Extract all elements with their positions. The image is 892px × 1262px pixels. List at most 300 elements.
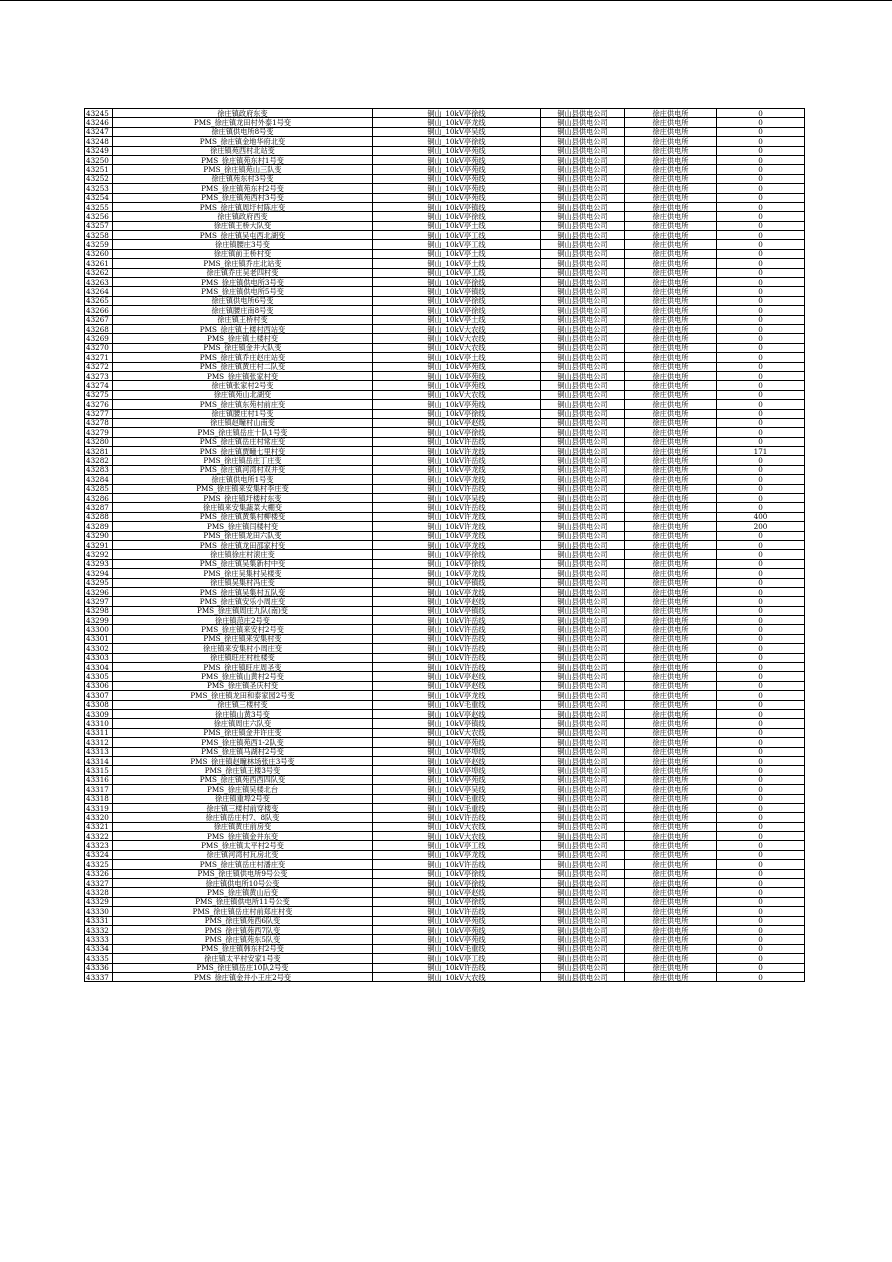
cell-id: 43247 xyxy=(85,127,113,136)
cell-company: 铜山县供电公司 xyxy=(541,540,625,549)
cell-value: 0 xyxy=(717,766,805,775)
cell-station: 徐庄供电所 xyxy=(625,550,717,559)
cell-device-name: PMS_徐庄镇吴集村五队变 xyxy=(113,587,373,596)
cell-line: 铜山_10kV亭苑线 xyxy=(373,916,541,925)
cell-company: 铜山县供电公司 xyxy=(541,155,625,164)
cell-value: 0 xyxy=(717,202,805,211)
table-row xyxy=(85,287,805,296)
cell-line: 铜山_10kV亭徐线 xyxy=(373,278,541,287)
cell-line: 铜山_10kV亭苑线 xyxy=(373,935,541,944)
cell-line: 铜山_10kV许岳线 xyxy=(373,644,541,653)
cell-line: 铜山_10kV亭工线 xyxy=(373,268,541,277)
cell-station: 徐庄供电所 xyxy=(625,240,717,249)
cell-line: 铜山_10kV亭吴线 xyxy=(373,785,541,794)
cell-station: 徐庄供电所 xyxy=(625,559,717,568)
cell-station: 徐庄供电所 xyxy=(625,597,717,606)
cell-station: 徐庄供电所 xyxy=(625,381,717,390)
cell-device-name: PMS_徐庄镇张家村变 xyxy=(113,371,373,380)
cell-station: 徐庄供电所 xyxy=(625,888,717,897)
cell-device-name: PMS_徐庄镇苑西7队变 xyxy=(113,925,373,934)
cell-line: 铜山_10kV许岳线 xyxy=(373,653,541,662)
cell-id: 43309 xyxy=(85,710,113,719)
cell-value: 0 xyxy=(717,916,805,925)
cell-id: 43281 xyxy=(85,447,113,456)
cell-value: 0 xyxy=(717,343,805,352)
cell-value: 0 xyxy=(717,738,805,747)
cell-device-name: 徐庄镇吴集村冯庄变 xyxy=(113,578,373,587)
cell-station: 徐庄供电所 xyxy=(625,850,717,859)
cell-line: 铜山_10kV毛重线 xyxy=(373,944,541,953)
cell-id: 43261 xyxy=(85,259,113,268)
cell-line: 铜山_10kV毛重线 xyxy=(373,700,541,709)
cell-company: 铜山县供电公司 xyxy=(541,954,625,963)
table-row xyxy=(85,278,805,287)
cell-id: 43271 xyxy=(85,353,113,362)
table-row xyxy=(85,606,805,615)
cell-id: 43299 xyxy=(85,616,113,625)
cell-company: 铜山县供电公司 xyxy=(541,428,625,437)
cell-line: 铜山_10kV亭苑线 xyxy=(373,165,541,174)
cell-company: 铜山县供电公司 xyxy=(541,925,625,934)
cell-station: 徐庄供电所 xyxy=(625,146,717,155)
cell-company: 铜山县供电公司 xyxy=(541,916,625,925)
cell-id: 43248 xyxy=(85,137,113,146)
cell-id: 43300 xyxy=(85,625,113,634)
cell-id: 43316 xyxy=(85,775,113,784)
cell-device-name: PMS_徐庄镇金井东变 xyxy=(113,832,373,841)
cell-line: 铜山_10kV亭徐线 xyxy=(373,296,541,305)
cell-line: 铜山_10kV许岳线 xyxy=(373,907,541,916)
cell-line: 铜山_10kV许岳线 xyxy=(373,503,541,512)
cell-device-name: PMS_徐庄镇苑西6队变 xyxy=(113,916,373,925)
cell-line: 铜山_10kV亭镇线 xyxy=(373,578,541,587)
cell-device-name: PMS_徐庄镇赵疃林场张庄3号变 xyxy=(113,756,373,765)
cell-device-name: 徐庄镇苑东村3号变 xyxy=(113,174,373,183)
table-row xyxy=(85,569,805,578)
table-row xyxy=(85,944,805,953)
cell-company: 铜山县供电公司 xyxy=(541,531,625,540)
cell-company: 铜山县供电公司 xyxy=(541,456,625,465)
cell-value: 0 xyxy=(717,249,805,258)
cell-value: 0 xyxy=(717,287,805,296)
cell-station: 徐庄供电所 xyxy=(625,184,717,193)
cell-line: 铜山_10kV亭龙线 xyxy=(373,587,541,596)
cell-company: 铜山县供电公司 xyxy=(541,494,625,503)
table-row xyxy=(85,362,805,371)
cell-line: 铜山_10kV许岳线 xyxy=(373,663,541,672)
cell-line: 铜山_10kV亭赵线 xyxy=(373,597,541,606)
cell-station: 徐庄供电所 xyxy=(625,954,717,963)
cell-id: 43322 xyxy=(85,832,113,841)
cell-station: 徐庄供电所 xyxy=(625,306,717,315)
cell-device-name: PMS_徐庄镇土楼村西站变 xyxy=(113,324,373,333)
cell-value: 0 xyxy=(717,663,805,672)
cell-id: 43298 xyxy=(85,606,113,615)
cell-id: 43312 xyxy=(85,738,113,747)
cell-company: 铜山县供电公司 xyxy=(541,240,625,249)
cell-id: 43329 xyxy=(85,897,113,906)
cell-station: 徐庄供电所 xyxy=(625,803,717,812)
cell-device-name: 徐庄镇三楼村变 xyxy=(113,700,373,709)
table-row xyxy=(85,869,805,878)
cell-value: 0 xyxy=(717,456,805,465)
cell-line: 铜山_10kV毛重线 xyxy=(373,803,541,812)
cell-station: 徐庄供电所 xyxy=(625,165,717,174)
cell-value: 400 xyxy=(717,512,805,521)
cell-value: 0 xyxy=(717,963,805,972)
table-row xyxy=(85,268,805,277)
cell-company: 铜山县供电公司 xyxy=(541,202,625,211)
cell-device-name: PMS_徐庄镇岳庄丁庄变 xyxy=(113,456,373,465)
cell-station: 徐庄供电所 xyxy=(625,879,717,888)
cell-device-name: PMS_徐庄镇金井许庄变 xyxy=(113,728,373,737)
cell-value: 0 xyxy=(717,259,805,268)
table-row xyxy=(85,174,805,183)
cell-company: 铜山县供电公司 xyxy=(541,700,625,709)
cell-id: 43266 xyxy=(85,306,113,315)
cell-line: 铜山_10kV大农线 xyxy=(373,324,541,333)
cell-line: 铜山_10kV亭龙线 xyxy=(373,850,541,859)
cell-company: 铜山县供电公司 xyxy=(541,475,625,484)
cell-id: 43332 xyxy=(85,925,113,934)
data-table xyxy=(84,108,805,982)
cell-station: 徐庄供电所 xyxy=(625,221,717,230)
cell-value: 0 xyxy=(717,925,805,934)
cell-company: 铜山县供电公司 xyxy=(541,775,625,784)
table-row xyxy=(85,587,805,596)
cell-line: 铜山_10kV亭龙线 xyxy=(373,465,541,474)
table-row xyxy=(85,540,805,549)
cell-value: 0 xyxy=(717,193,805,202)
cell-station: 徐庄供电所 xyxy=(625,841,717,850)
cell-line: 铜山_10kV亭苑线 xyxy=(373,362,541,371)
table-row xyxy=(85,578,805,587)
cell-station: 徐庄供电所 xyxy=(625,371,717,380)
cell-id: 43323 xyxy=(85,841,113,850)
cell-company: 铜山县供电公司 xyxy=(541,418,625,427)
cell-station: 徐庄供电所 xyxy=(625,362,717,371)
cell-id: 43328 xyxy=(85,888,113,897)
cell-line: 铜山_10kV亭镇线 xyxy=(373,606,541,615)
cell-station: 徐庄供电所 xyxy=(625,681,717,690)
cell-id: 43262 xyxy=(85,268,113,277)
cell-id: 43317 xyxy=(85,785,113,794)
cell-value: 0 xyxy=(717,165,805,174)
cell-id: 43252 xyxy=(85,174,113,183)
cell-id: 43307 xyxy=(85,691,113,700)
table-row xyxy=(85,212,805,221)
cell-device-name: 徐庄镇政府西变 xyxy=(113,212,373,221)
cell-value: 0 xyxy=(717,155,805,164)
cell-company: 铜山县供电公司 xyxy=(541,137,625,146)
cell-company: 铜山县供电公司 xyxy=(541,681,625,690)
cell-id: 43290 xyxy=(85,531,113,540)
cell-id: 43278 xyxy=(85,418,113,427)
cell-device-name: PMS_徐庄镇乔庄北站变 xyxy=(113,259,373,268)
cell-device-name: 徐庄镇重埠2号变 xyxy=(113,794,373,803)
cell-device-name: 徐庄镇太平村安家1号变 xyxy=(113,954,373,963)
cell-device-name: PMS_徐庄镇来安集村变 xyxy=(113,634,373,643)
cell-id: 43253 xyxy=(85,184,113,193)
cell-value: 0 xyxy=(717,625,805,634)
cell-company: 铜山县供电公司 xyxy=(541,184,625,193)
cell-station: 徐庄供电所 xyxy=(625,972,717,981)
cell-company: 铜山县供电公司 xyxy=(541,897,625,906)
cell-company: 铜山县供电公司 xyxy=(541,512,625,521)
cell-id: 43270 xyxy=(85,343,113,352)
table-row xyxy=(85,710,805,719)
cell-value: 0 xyxy=(717,324,805,333)
cell-line: 铜山_10kV亭徐线 xyxy=(373,306,541,315)
table-row xyxy=(85,681,805,690)
cell-company: 铜山县供电公司 xyxy=(541,231,625,240)
cell-id: 43268 xyxy=(85,324,113,333)
cell-id: 43283 xyxy=(85,465,113,474)
cell-line: 铜山_10kV亭工线 xyxy=(373,231,541,240)
table-row xyxy=(85,437,805,446)
table-row xyxy=(85,728,805,737)
cell-device-name: 徐庄镇政府东变 xyxy=(113,109,373,118)
cell-company: 铜山县供电公司 xyxy=(541,268,625,277)
cell-company: 铜山县供电公司 xyxy=(541,287,625,296)
table-row xyxy=(85,785,805,794)
cell-station: 徐庄供电所 xyxy=(625,738,717,747)
cell-company: 铜山县供电公司 xyxy=(541,578,625,587)
cell-device-name: 徐庄镇旺庄村杜楼变 xyxy=(113,653,373,662)
cell-company: 铜山县供电公司 xyxy=(541,766,625,775)
cell-value: 200 xyxy=(717,522,805,531)
cell-id: 43326 xyxy=(85,869,113,878)
cell-id: 43267 xyxy=(85,315,113,324)
table-row xyxy=(85,616,805,625)
cell-station: 徐庄供电所 xyxy=(625,268,717,277)
table-row xyxy=(85,418,805,427)
cell-line: 铜山_10kV许岳线 xyxy=(373,963,541,972)
cell-id: 43287 xyxy=(85,503,113,512)
cell-company: 铜山县供电公司 xyxy=(541,221,625,230)
cell-device-name: PMS_徐庄镇金井小王庄2号变 xyxy=(113,972,373,981)
cell-line: 铜山_10kV亭徐线 xyxy=(373,550,541,559)
cell-device-name: 徐庄镇前王桥村变 xyxy=(113,249,373,258)
cell-line: 铜山_10kV亭工线 xyxy=(373,240,541,249)
cell-device-name: PMS_徐庄镇闫楼村变 xyxy=(113,522,373,531)
cell-station: 徐庄供电所 xyxy=(625,437,717,446)
table-row xyxy=(85,738,805,747)
cell-value: 0 xyxy=(717,841,805,850)
table-row xyxy=(85,522,805,531)
cell-line: 铜山_10kV许岳线 xyxy=(373,616,541,625)
cell-device-name: PMS_徐庄镇土楼村变 xyxy=(113,334,373,343)
cell-station: 徐庄供电所 xyxy=(625,728,717,737)
cell-line: 铜山_10kV亭土线 xyxy=(373,259,541,268)
table-row xyxy=(85,672,805,681)
cell-value: 0 xyxy=(717,118,805,127)
cell-station: 徐庄供电所 xyxy=(625,202,717,211)
cell-device-name: PMS_徐庄镇岳庄村潘庄变 xyxy=(113,860,373,869)
cell-device-name: PMS_徐庄镇黄庄村二队变 xyxy=(113,362,373,371)
cell-company: 铜山县供电公司 xyxy=(541,109,625,118)
table-row xyxy=(85,146,805,155)
table-row xyxy=(85,841,805,850)
cell-line: 铜山_10kV毛重线 xyxy=(373,794,541,803)
table-row xyxy=(85,860,805,869)
cell-line: 铜山_10kV亭埠线 xyxy=(373,747,541,756)
cell-device-name: PMS_徐庄镇苑东5队变 xyxy=(113,935,373,944)
cell-id: 43336 xyxy=(85,963,113,972)
table-row xyxy=(85,456,805,465)
cell-company: 铜山县供电公司 xyxy=(541,691,625,700)
table-row xyxy=(85,531,805,540)
cell-device-name: 徐庄镇黄庄前房变 xyxy=(113,822,373,831)
cell-value: 0 xyxy=(717,381,805,390)
table-row xyxy=(85,775,805,784)
cell-station: 徐庄供电所 xyxy=(625,578,717,587)
cell-station: 徐庄供电所 xyxy=(625,324,717,333)
cell-line: 铜山_10kV亭土线 xyxy=(373,315,541,324)
cell-station: 徐庄供电所 xyxy=(625,606,717,615)
cell-value: 0 xyxy=(717,353,805,362)
cell-line: 铜山_10kV亭埠线 xyxy=(373,766,541,775)
cell-id: 43289 xyxy=(85,522,113,531)
cell-station: 徐庄供电所 xyxy=(625,400,717,409)
cell-value: 0 xyxy=(717,174,805,183)
cell-station: 徐庄供电所 xyxy=(625,484,717,493)
cell-value: 0 xyxy=(717,869,805,878)
cell-id: 43264 xyxy=(85,287,113,296)
cell-device-name: PMS_徐庄镇苑西1-2队变 xyxy=(113,738,373,747)
cell-value: 0 xyxy=(717,616,805,625)
cell-value: 0 xyxy=(717,362,805,371)
cell-device-name: PMS_徐庄镇圣庆村变 xyxy=(113,681,373,690)
cell-line: 铜山_10kV亭赵线 xyxy=(373,672,541,681)
cell-device-name: 徐庄镇腰庄村1号变 xyxy=(113,409,373,418)
cell-device-name: 徐庄镇腰庄南8号变 xyxy=(113,306,373,315)
table-row xyxy=(85,691,805,700)
cell-value: 0 xyxy=(717,728,805,737)
cell-id: 43245 xyxy=(85,109,113,118)
table-row xyxy=(85,221,805,230)
cell-device-name: 徐庄镇供电所1号变 xyxy=(113,475,373,484)
cell-station: 徐庄供电所 xyxy=(625,296,717,305)
cell-station: 徐庄供电所 xyxy=(625,897,717,906)
table-row xyxy=(85,756,805,765)
cell-line: 铜山_10kV亭苑线 xyxy=(373,925,541,934)
table-row xyxy=(85,306,805,315)
cell-id: 43276 xyxy=(85,400,113,409)
cell-line: 铜山_10kV亭吴线 xyxy=(373,127,541,136)
cell-value: 0 xyxy=(717,212,805,221)
cell-id: 43288 xyxy=(85,512,113,521)
cell-station: 徐庄供电所 xyxy=(625,531,717,540)
cell-station: 徐庄供电所 xyxy=(625,785,717,794)
cell-id: 43257 xyxy=(85,221,113,230)
cell-device-name: PMS_徐庄镇吴楼北台 xyxy=(113,785,373,794)
cell-company: 铜山县供电公司 xyxy=(541,484,625,493)
cell-company: 铜山县供电公司 xyxy=(541,850,625,859)
cell-company: 铜山县供电公司 xyxy=(541,193,625,202)
cell-id: 43296 xyxy=(85,587,113,596)
table-row xyxy=(85,155,805,164)
cell-id: 43279 xyxy=(85,428,113,437)
cell-company: 铜山县供电公司 xyxy=(541,249,625,258)
cell-station: 徐庄供电所 xyxy=(625,127,717,136)
cell-device-name: PMS_徐庄吴集村吴楼变 xyxy=(113,569,373,578)
cell-company: 铜山县供电公司 xyxy=(541,869,625,878)
cell-company: 铜山县供电公司 xyxy=(541,597,625,606)
cell-value: 0 xyxy=(717,268,805,277)
table-row xyxy=(85,888,805,897)
cell-station: 徐庄供电所 xyxy=(625,916,717,925)
cell-line: 铜山_10kV许岳线 xyxy=(373,813,541,822)
cell-line: 铜山_10kV亭龙线 xyxy=(373,540,541,549)
cell-company: 铜山县供电公司 xyxy=(541,738,625,747)
cell-station: 徐庄供电所 xyxy=(625,616,717,625)
cell-station: 徐庄供电所 xyxy=(625,625,717,634)
cell-id: 43273 xyxy=(85,371,113,380)
cell-value: 0 xyxy=(717,184,805,193)
cell-station: 徐庄供电所 xyxy=(625,353,717,362)
cell-id: 43260 xyxy=(85,249,113,258)
cell-id: 43274 xyxy=(85,381,113,390)
table-row xyxy=(85,494,805,503)
cell-line: 铜山_10kV亭赵线 xyxy=(373,756,541,765)
table-row xyxy=(85,334,805,343)
table-row xyxy=(85,193,805,202)
cell-value: 0 xyxy=(717,587,805,596)
cell-company: 铜山县供电公司 xyxy=(541,587,625,596)
cell-station: 徐庄供电所 xyxy=(625,813,717,822)
cell-value: 0 xyxy=(717,897,805,906)
cell-line: 铜山_10kV亭龙线 xyxy=(373,531,541,540)
cell-value: 0 xyxy=(717,221,805,230)
cell-device-name: PMS_徐庄镇周圩村陈庄变 xyxy=(113,202,373,211)
cell-company: 铜山县供电公司 xyxy=(541,710,625,719)
cell-id: 43335 xyxy=(85,954,113,963)
cell-company: 铜山县供电公司 xyxy=(541,334,625,343)
cell-id: 43254 xyxy=(85,193,113,202)
cell-device-name: PMS_徐庄镇黄山后变 xyxy=(113,888,373,897)
cell-device-name: 徐庄镇来安集蔬菜大棚变 xyxy=(113,503,373,512)
cell-station: 徐庄供电所 xyxy=(625,109,717,118)
cell-device-name: 徐庄镇腰庄3号变 xyxy=(113,240,373,249)
table-row xyxy=(85,644,805,653)
cell-id: 43297 xyxy=(85,597,113,606)
cell-device-name: PMS_徐庄镇山黄村2号变 xyxy=(113,672,373,681)
cell-company: 铜山县供电公司 xyxy=(541,944,625,953)
cell-device-name: 徐庄镇范庄2号变 xyxy=(113,616,373,625)
cell-company: 铜山县供电公司 xyxy=(541,127,625,136)
cell-id: 43272 xyxy=(85,362,113,371)
cell-id: 43315 xyxy=(85,766,113,775)
cell-company: 铜山县供电公司 xyxy=(541,794,625,803)
cell-line: 铜山_10kV亭赵线 xyxy=(373,681,541,690)
table-row xyxy=(85,559,805,568)
cell-id: 43251 xyxy=(85,165,113,174)
cell-line: 铜山_10kV亭镇线 xyxy=(373,202,541,211)
cell-device-name: PMS_徐庄镇岳庄10队2号变 xyxy=(113,963,373,972)
cell-device-name: 徐庄镇王桥大队变 xyxy=(113,221,373,230)
cell-value: 0 xyxy=(717,850,805,859)
cell-value: 0 xyxy=(717,109,805,118)
cell-device-name: PMS_徐庄镇周庄九队(南)变 xyxy=(113,606,373,615)
cell-device-name: PMS_徐庄镇龙田六队变 xyxy=(113,531,373,540)
cell-line: 铜山_10kV许龙线 xyxy=(373,522,541,531)
table-row xyxy=(85,343,805,352)
cell-id: 43333 xyxy=(85,935,113,944)
cell-device-name: 徐庄镇岳庄村7、8队变 xyxy=(113,813,373,822)
cell-line: 铜山_10kV亭徐线 xyxy=(373,409,541,418)
cell-station: 徐庄供电所 xyxy=(625,822,717,831)
